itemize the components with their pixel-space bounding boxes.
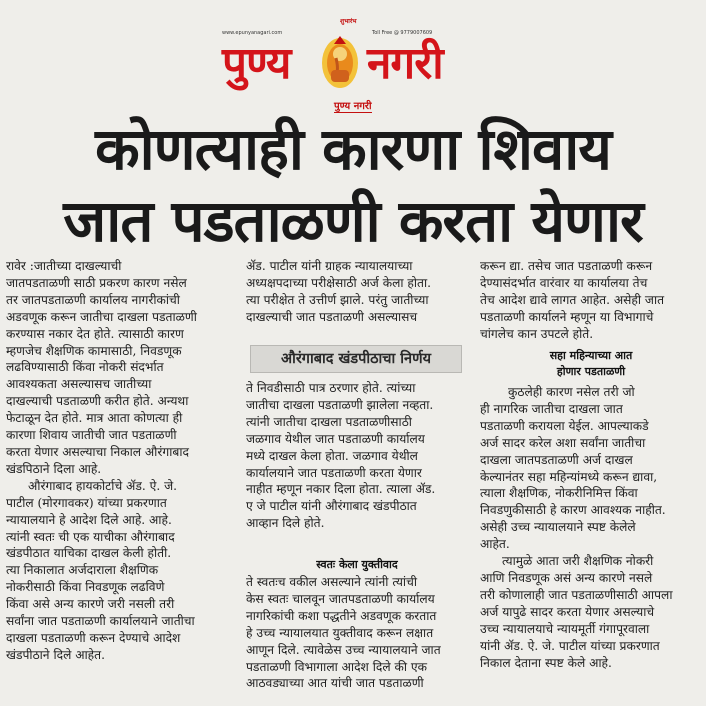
text-line: खंडपिठाने दिला आहे.	[6, 461, 102, 476]
text-line: दाखला पडताळणी करून देण्याचे आदेश	[6, 630, 181, 645]
text-line: औरंगाबाद हायकोर्टाचे ॲड. ऐ. जे.	[28, 478, 178, 493]
article-column-2-top	[246, 258, 468, 326]
text-line: खंडपीठाने दिले आहेत.	[6, 647, 105, 662]
text-line: दाखल्याची जात पडताळणी असल्यासच	[246, 309, 418, 324]
text-line: पडताळणी विभागाला आदेश दिले की एक	[246, 659, 427, 674]
subheading-six-months-line-2: होणार पडताळणी	[556, 365, 626, 378]
text-line: तरी कोणालाही जात पडताळणीसाठी आपला	[480, 587, 673, 602]
masthead	[0, 0, 706, 112]
article-column-1	[6, 258, 232, 664]
text-line: यांनी ॲड. ऐ. जे. पाटील यांच्या प्रकरणात	[480, 638, 660, 653]
text-line: कारणा शिवाय जातीची जात पडताळणी	[6, 428, 177, 443]
article-column-2-bottom	[246, 574, 468, 692]
text-line: निकाल देताना स्पष्ट केले आहे.	[480, 655, 612, 670]
text-line: आव्हान दिले होते.	[246, 516, 325, 531]
text-line: ते स्वतःच वकील असल्याने त्यांनी त्यांची	[246, 575, 417, 589]
text-line: असेही उच्च न्यायालयाने स्पष्ट केलेले	[480, 520, 636, 535]
text-line: पाटील (मोरगावकर) यांच्या प्रकरणात	[6, 495, 167, 510]
text-line: तर जातपडताळणी कार्यालय नागरीकांची	[6, 292, 180, 307]
text-line: ए जे पाटील यांनी औरंगाबाद खंडपीठात	[246, 499, 417, 514]
text-line: सर्वांना जात पडताळणी कार्यालयाने जातीचा	[6, 614, 195, 629]
text-line: ते निवडीसाठी पात्र ठरणार होते. त्यांच्या	[246, 381, 416, 395]
text-line: आणि निवडणूक असं अन्य कारणे नसले	[480, 570, 653, 585]
toll-free-number: Toll Free @ 9779007609	[372, 30, 433, 36]
text-line: दाखला जातपडताळणी अर्ज दाखल	[480, 452, 633, 467]
text-line: आणून दिले. त्यावेळेस उच्च न्यायालयाने जात	[246, 642, 441, 657]
text-line: पडताळणी करायला येईल. आपल्याकडे	[480, 418, 649, 433]
text-line: देण्यासंदर्भात वारंवार या कार्यालया तेच	[480, 275, 648, 290]
subheading-self-argument: स्वतः केला युक्तीवाद	[316, 558, 398, 571]
text-line: न्यायालयाने हे आदेश दिले आहे. आहे.	[6, 512, 172, 527]
text-line: त्यांनी स्वतः ची एक याचीका औरंगाबाद	[6, 529, 175, 544]
text-line: फेटाळून देत होते. मात्र आता कोणत्या ही	[6, 411, 183, 426]
text-line: केल्यानंतर सहा महिन्यांमध्ये करून द्यावा,	[480, 469, 658, 484]
text-line: त्याला शैक्षणिक, नोकरीनिमित्त किंवा	[480, 486, 638, 501]
section-tag: पुण्य नगरी	[334, 98, 372, 113]
text-line: त्या परीक्षेत ते उत्तीर्ण झाले. परंतु जातीच्या	[246, 292, 429, 307]
article-column-3-bottom	[480, 384, 702, 671]
text-line: त्यांनी जातीचा दाखला पडताळणीसाठी	[246, 414, 412, 429]
text-line: त्यामुळे आता जरी शैक्षणिक नोकरी	[502, 554, 654, 569]
article-column-3-top	[480, 258, 702, 343]
ganesha-logo-icon	[319, 30, 361, 90]
text-line: ही नागरिक जातीचा दाखला जात	[480, 401, 623, 416]
masthead-mini-tag: शुभारंभ	[340, 18, 357, 25]
brand-name-right: नगरी	[367, 38, 443, 89]
text-line: नागरिकांची कशा पद्धतीने अडवणूक करतात	[246, 608, 437, 623]
headline-line-1: कोणत्याही कारणा शिवाय	[95, 115, 611, 183]
text-line: खंडपीठात याचिका दाखल केली होती.	[6, 546, 172, 561]
text-line: केस स्वतः चालवून जातपडताळणी कार्यालय	[246, 591, 435, 606]
site-url: www.epunyanagari.com	[222, 30, 283, 36]
text-line: रावेर :जातीच्या दाखल्याची	[6, 259, 122, 273]
text-line: तेच आदेश द्यावे लागत आहेत. असेही जात	[480, 292, 665, 307]
text-line: लढविण्यासाठी किंवा नोकरी संदर्भात	[6, 360, 164, 375]
text-line: आवश्यकता असल्यासच जातीच्या	[6, 377, 152, 392]
text-line: अर्ज सादर करेल अशा सर्वांना जातीचा	[480, 435, 646, 450]
text-line: नोकरीसाठी किंवा निवडणूक लढविणे	[6, 580, 165, 595]
text-line: म्हणजेच शैक्षणिक कामासाठी, निवडणूक	[6, 343, 182, 358]
brand-name-left: पुण्य	[222, 38, 291, 89]
text-line: कार्यालयाने जात पडताळणी करता येणार	[246, 465, 422, 480]
text-line: अर्ज यापुढे सादर करता येणार असल्याचे	[480, 604, 655, 619]
text-line: मध्ये दाखल केला होता. जळगाव येथील	[246, 448, 418, 463]
text-line: त्या निकालात अर्जदाराला शैक्षणिक	[6, 563, 159, 578]
text-line: अध्यक्षपदाच्या परीक्षेसाठी अर्ज केला होता.	[246, 275, 431, 290]
text-line: निवडणुकीसाठी हे कारण आवश्यक नाहीत.	[480, 503, 666, 518]
text-line: किंवा असे अन्य कारणे जरी नसली तरी	[6, 597, 175, 612]
text-line: आहेत.	[480, 537, 510, 552]
text-line: करण्यास नकार देत होते. त्यासाठी कारण	[6, 326, 184, 341]
subheading-six-months-line-1: सहा महिन्याच्या आत	[549, 349, 633, 362]
subhead-box: औरंगाबाद खंडपीठाचा निर्णय	[250, 345, 462, 373]
text-line: करता येणार असल्याचा निकाल औरंगाबाद	[6, 444, 189, 459]
text-line: ॲड. पाटील यांनी ग्राहक न्यायालयाच्या	[246, 259, 413, 273]
text-line: दाखल्याची पडताळणी करीत होते. अन्यथा	[6, 394, 189, 409]
text-line: जातपडताळणी साठी प्रकरण कारण नसेल	[6, 275, 187, 290]
text-line: चांगलेच कान उपटले होते.	[480, 326, 594, 341]
headline-line-2: जात पडताळणी करता येणार	[63, 187, 643, 255]
text-line: जातीचा दाखला पडताळणी झालेला नव्हता.	[246, 397, 434, 412]
text-line: नाहीत म्हणून नकार दिला होता. त्याला ॲड.	[246, 482, 436, 497]
text-line: करून द्या. तसेच जात पडताळणी करून	[480, 259, 653, 273]
text-line: अडवणूक करून जातीचा दाखला पडताळणी	[6, 309, 197, 324]
article-column-2-mid	[246, 380, 468, 532]
text-line: पडताळणी कार्यालने म्हणून या विभागाचे	[480, 309, 654, 324]
text-line: आठवड्याच्या आत यांची जात पडताळणी	[246, 676, 424, 691]
text-line: कुठलेही कारण नसेल तरी जो	[508, 385, 635, 399]
text-line: हे उच्च न्यायालयात युक्तीवाद करून लक्षात	[246, 625, 434, 640]
text-line: उच्च न्यायालयाचे न्यायमूर्ती गंगापूरवाला	[480, 621, 650, 636]
text-line: जळगाव येथील जात पडताळणी कार्यालय	[246, 431, 425, 446]
